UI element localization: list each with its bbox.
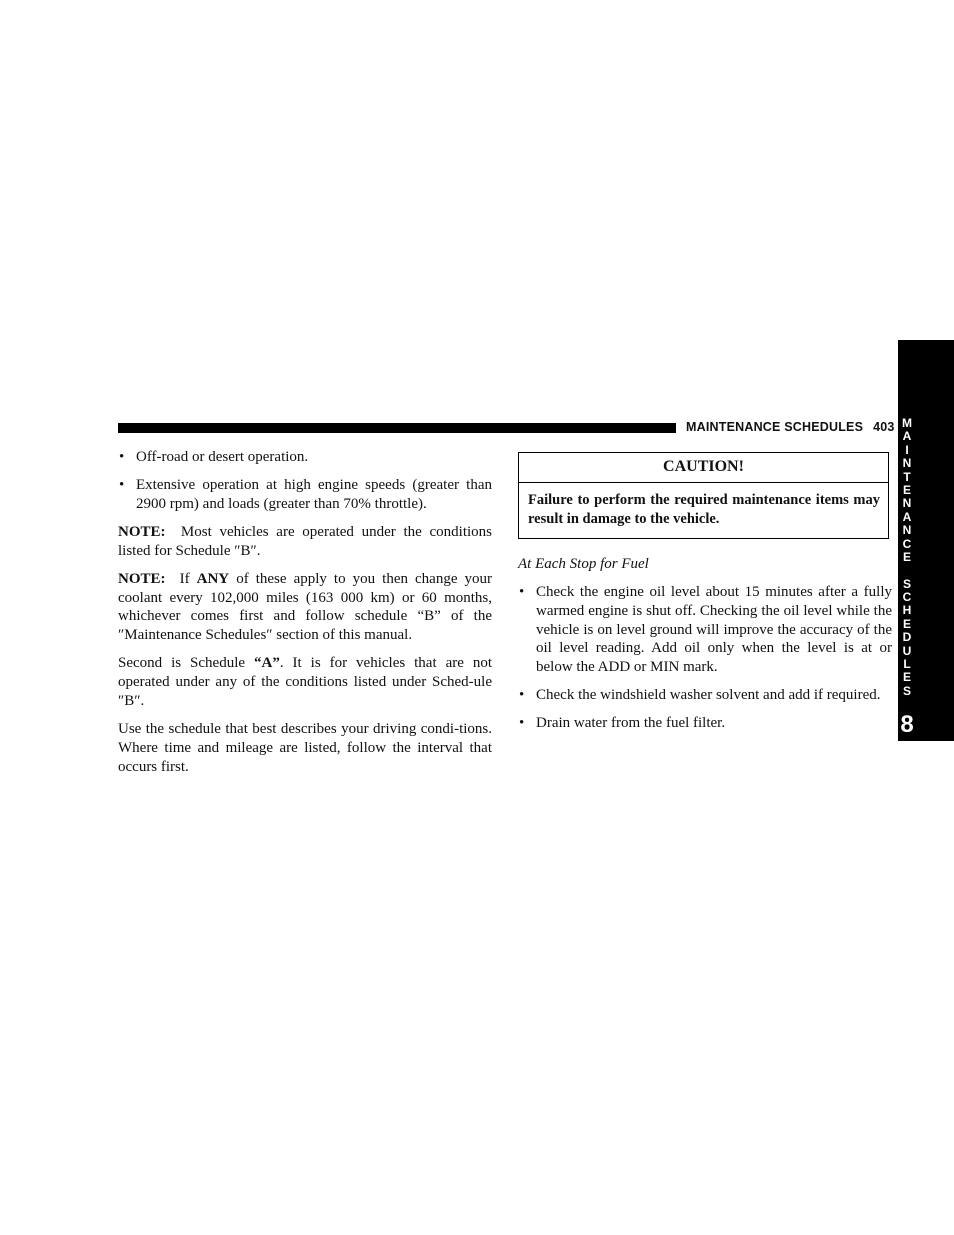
- note-paragraph: [118, 523, 492, 561]
- chapter-tab-letter: C: [902, 590, 912, 605]
- caution-text: Failure to perform the required maintenance items may result in damage to the vehicle.: [528, 492, 880, 527]
- right-column: [518, 452, 892, 733]
- list-item-text: Drain water from the fuel filter.: [536, 715, 726, 732]
- list-item-text: Off-road or desert operation.: [136, 449, 309, 465]
- note-paragraph: [118, 570, 492, 645]
- chapter-tab-letter: A: [902, 429, 912, 444]
- section-subheading: At Each Stop for Fuel: [518, 556, 649, 572]
- header-rule: [118, 423, 676, 433]
- caution-title: CAUTION!: [519, 453, 888, 483]
- bullet-icon: •: [519, 715, 525, 732]
- emphasis: “A”: [254, 655, 280, 672]
- chapter-tab-letter: E: [902, 670, 911, 685]
- chapter-tab-letter: [898, 564, 916, 577]
- bullet-icon: •: [119, 449, 125, 465]
- chapter-tab-letter: L: [903, 657, 911, 672]
- note-label: NOTE:: [118, 570, 166, 587]
- list-item: [118, 448, 492, 467]
- bullet-icon: •: [519, 584, 525, 601]
- body-text: . It is for vehicles that are not operated under any of the conditions listed under Sched-ule ″B″.: [118, 655, 492, 709]
- list-item: [118, 476, 492, 514]
- chapter-number: 8: [900, 711, 914, 738]
- chapter-tab-letter: D: [902, 630, 912, 645]
- note-label: NOTE:: [118, 523, 166, 540]
- body-paragraph: Use the schedule that best describes your driving condi-tions. Where time and mileage are listed, follow the interval that occurs first.: [118, 721, 492, 775]
- note-text: Most vehicles are operated under the conditions listed for Schedule ″B″.: [118, 523, 492, 559]
- chapter-tab-letter: I: [905, 442, 909, 457]
- list-item: [518, 686, 892, 705]
- body-paragraph: [118, 654, 492, 710]
- bullet-icon: •: [519, 687, 525, 704]
- emphasis: ANY: [196, 570, 230, 587]
- list-item-text: Check the engine oil level about 15 minutes after a fully warmed engine is shut off. Checking the oil level while the vehicle is on level ground will improve the accuracy of the oil level reading. Add oil only when the level is at or below the ADD or MIN mark.: [536, 584, 892, 676]
- page-number: 403: [873, 420, 895, 434]
- chapter-tab-label: [898, 417, 916, 698]
- chapter-tab-letter: S: [902, 683, 911, 698]
- chapter-tab-letter: E: [902, 549, 911, 564]
- chapter-tab-letter: M: [902, 416, 912, 430]
- section-title: MAINTENANCE SCHEDULES: [686, 420, 864, 434]
- running-header: [686, 420, 895, 434]
- chapter-tab-letter: T: [903, 469, 911, 484]
- body-text: Second is Schedule: [118, 655, 246, 672]
- left-column: [118, 448, 492, 776]
- chapter-tab-letter: H: [902, 603, 912, 618]
- chapter-tab-letter: S: [902, 576, 911, 591]
- chapter-tab-letter: N: [902, 523, 912, 538]
- bullet-icon: •: [119, 477, 125, 494]
- chapter-tab-letter: U: [902, 643, 912, 658]
- chapter-tab-letter: E: [902, 482, 911, 497]
- note-text: If: [179, 570, 190, 587]
- chapter-tab-letter: N: [902, 496, 912, 511]
- chapter-tab-letter: C: [902, 536, 912, 551]
- list-item-text: Check the windshield washer solvent and add if required.: [536, 687, 881, 704]
- caution-box: [518, 452, 889, 539]
- chapter-tab-letter: N: [902, 456, 912, 471]
- chapter-tab-letter: A: [902, 509, 912, 524]
- list-item-text: Extensive operation at high engine speeds (greater than 2900 rpm) and loads (greater than 70% throttle).: [136, 477, 492, 512]
- list-item: [518, 714, 892, 733]
- list-item: [518, 583, 892, 677]
- chapter-tab-letter: E: [902, 616, 911, 631]
- note-text: of these apply to you then change your coolant every 102,000 miles (163 000 km) or 60 months, whichever comes first and follow schedule “B” of the ″Maintenance Schedules″ section of this manual.: [118, 570, 493, 644]
